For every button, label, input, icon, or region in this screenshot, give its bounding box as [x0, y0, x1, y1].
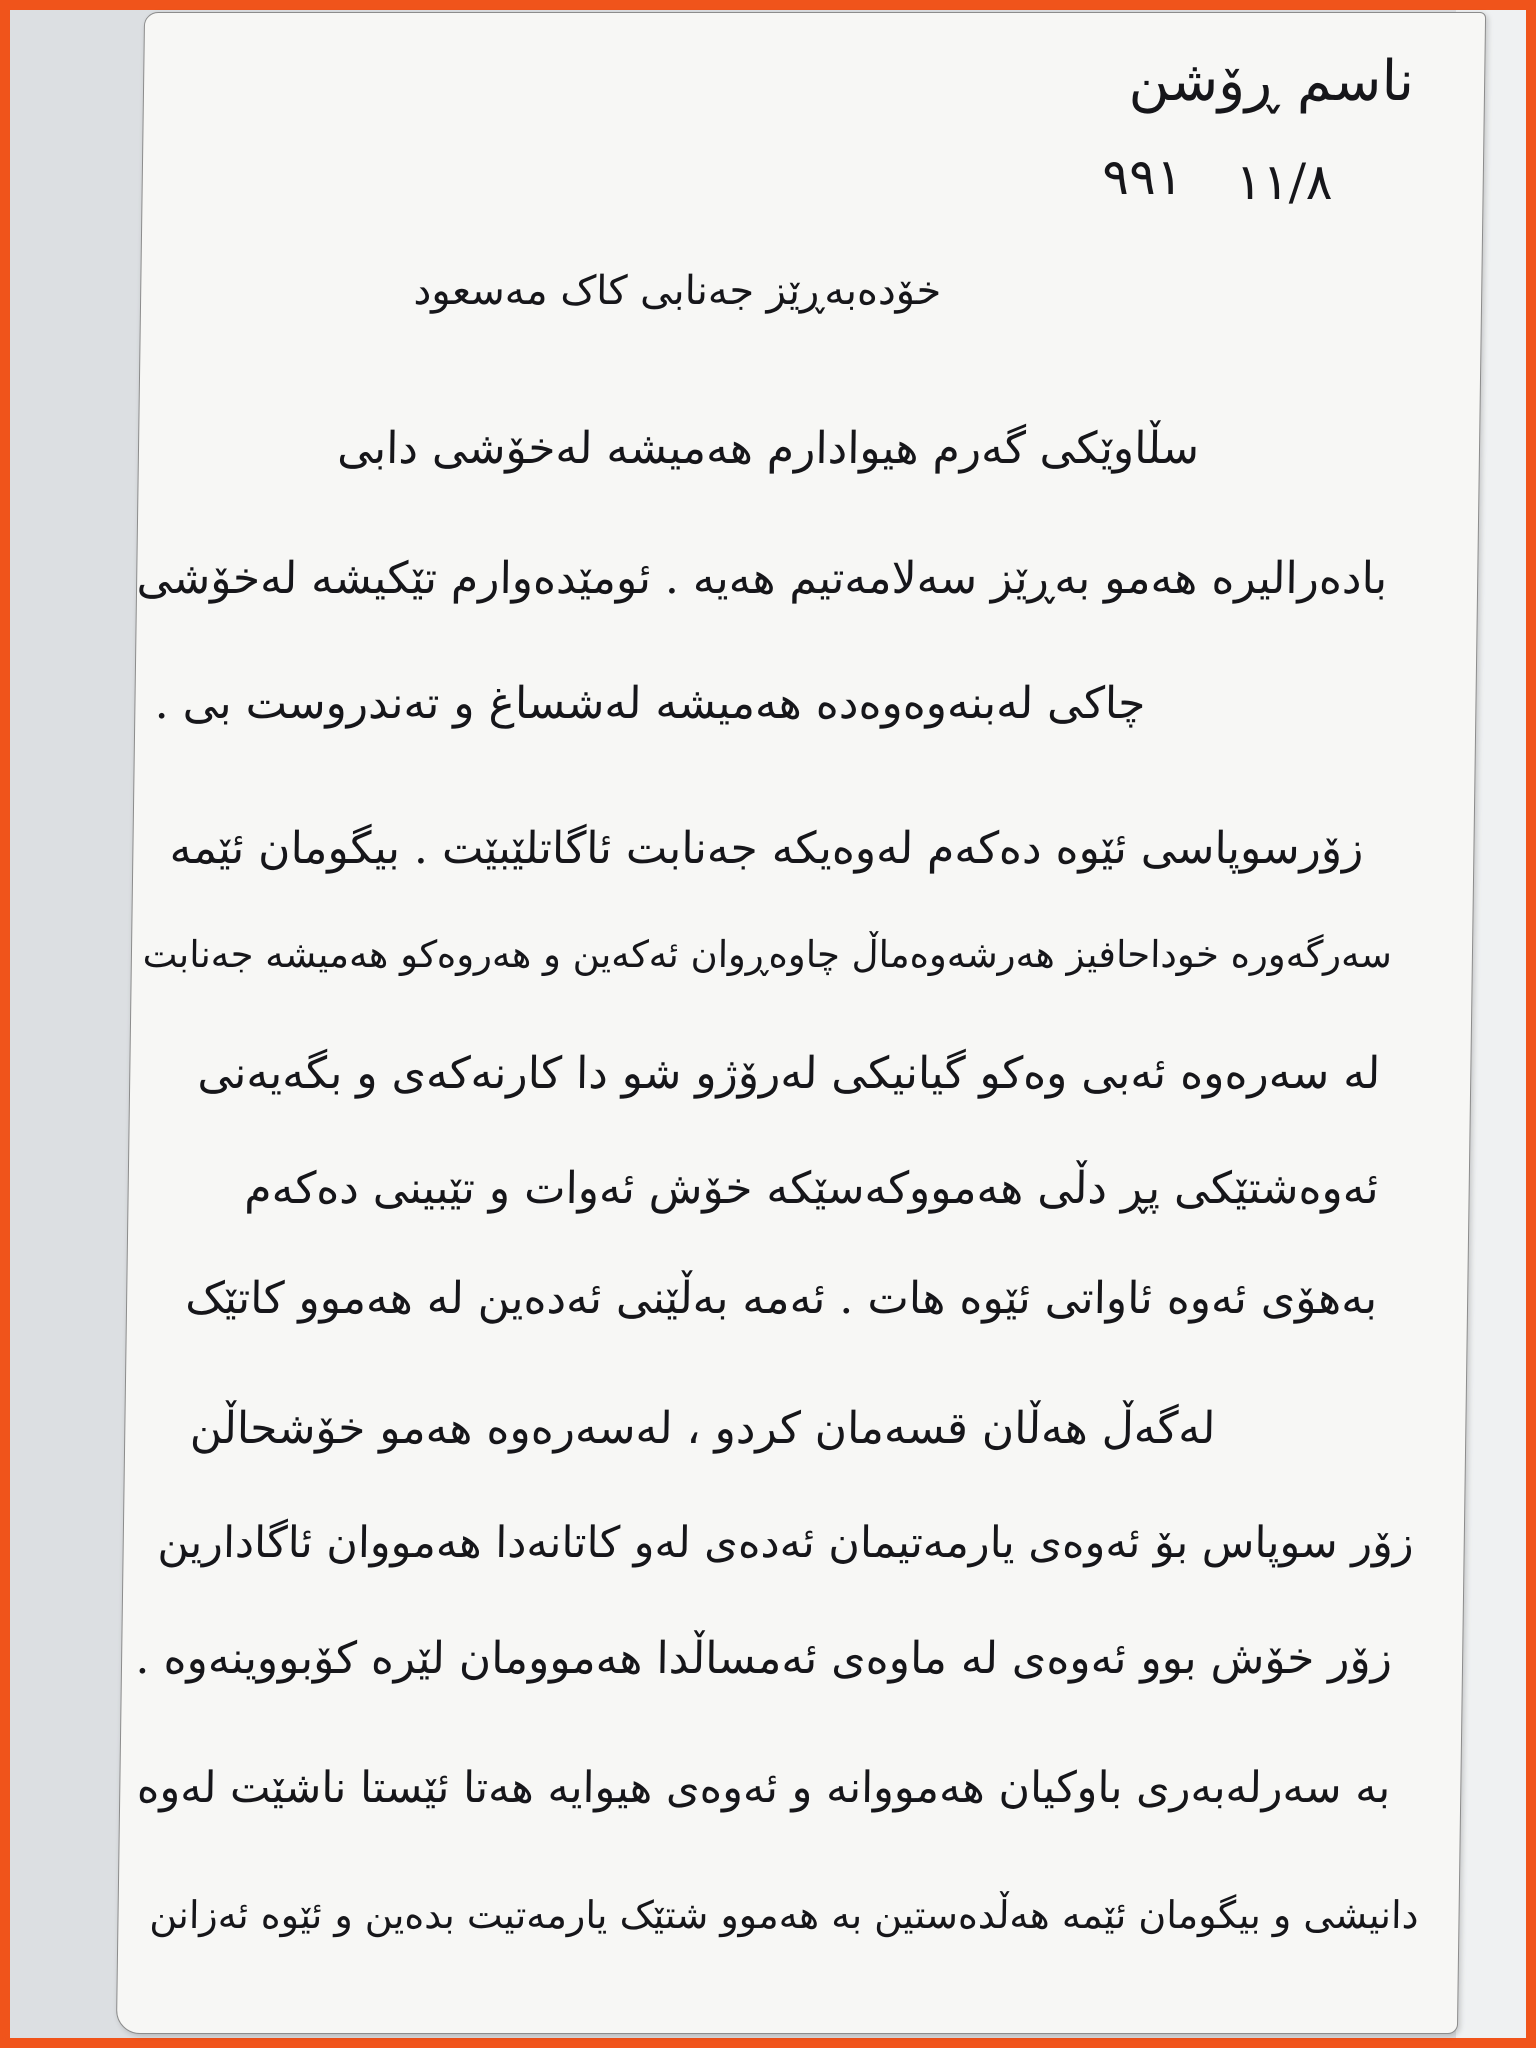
- letter-date: ١١/٨: [1234, 153, 1334, 211]
- letter-line: دانیشی و بیگومان ئێمە هەڵدەستین بە هەموو شتێک یارمەتیت بدەین و ئێوە ئەزانن: [149, 1893, 1419, 1937]
- letter-year: ٩٩١: [1101, 148, 1184, 206]
- letter-greeting: سڵاوێکی گەرم هیوادارم هەمیشە لەخۆشی دابی: [336, 423, 1200, 474]
- letter-line: بادەرالیرە هەمو بەڕێز سەلامەتیم هەیە . ئومێدەوارم تێکیشە لەخۆشی: [136, 553, 1388, 604]
- photo-frame: [10, 10, 1526, 2038]
- letter-line: لەگەڵ هەڵان قسەمان کردو ، لەسەرەوە هەمو خۆشحاڵن: [189, 1403, 1216, 1454]
- letter-line: زۆرسوپاسی ئێوە دەکەم لەوەیکە جەنابت ئاگاتلێبێت . بیگومان ئێمە: [169, 823, 1364, 874]
- letter-line: چاکی لەبنەوەوەدە هەمیشە لەشساغ و تەندروست بی .: [154, 678, 1146, 729]
- letter-line: سەرگەورە خوداحافیز هەرشەوەماڵ چاوەڕوان ئەکەین و هەروەکو هەمیشە جەنابت: [142, 933, 1393, 976]
- letter-author-name: ناسم ڕۆشن: [1128, 49, 1415, 114]
- letter-addressee: خۆدەبەڕێز جەنابی کاک مەسعود: [413, 268, 942, 314]
- letter-line: بە سەرلەبەری باوکیان هەمووانە و ئەوەی هیوایە هەتا ئێستا ناشێت لەوە: [136, 1763, 1391, 1813]
- letter-line: بەهۆی ئەوە ئاواتی ئێوە هات . ئەمە بەڵێنی ئەدەین لە هەموو کاتێک: [184, 1273, 1378, 1324]
- letter-line: زۆر خۆش بوو ئەوەی لە ماوەی ئەمساڵدا هەموومان لێرە کۆبووینەوە .: [135, 1633, 1393, 1684]
- letter-line: ئەوەشتێکی پڕ دڵی هەمووکەسێکە خۆش ئەوات و تێبینی دەکەم: [244, 1163, 1380, 1214]
- letter-line: زۆر سوپاس بۆ ئەوەی یارمەتیمان ئەدەی لەو کاتانەدا هەمووان ئاگادارین: [157, 1518, 1415, 1568]
- letter-paper: [116, 12, 1486, 2034]
- letter-line: لە سەرەوە ئەبی وەکو گیانیکی لەرۆژو شو دا کارنەکەی و بگەیەنی: [197, 1048, 1381, 1099]
